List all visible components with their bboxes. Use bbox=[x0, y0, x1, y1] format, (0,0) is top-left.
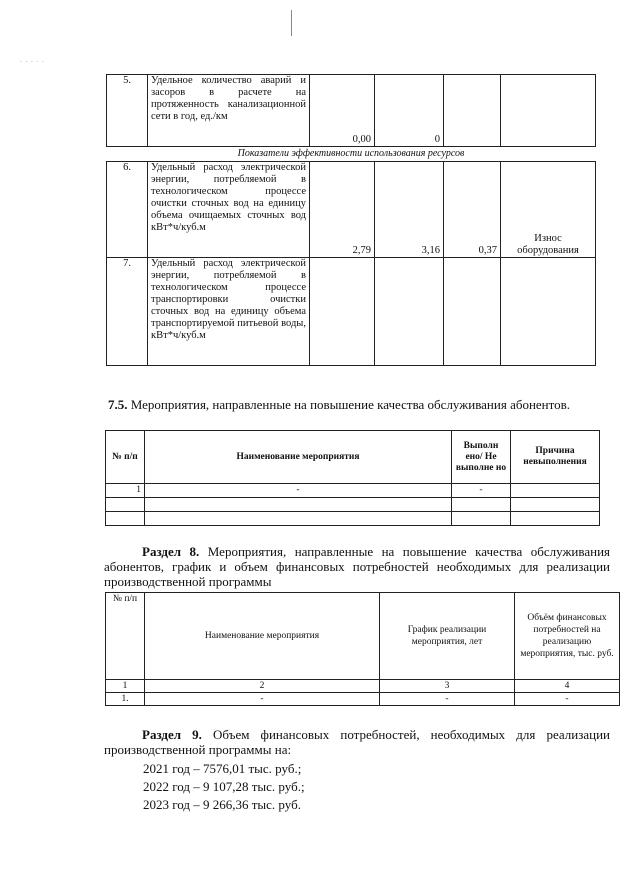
column-header: Причина невыполнения bbox=[511, 431, 600, 484]
table-cell: - bbox=[145, 484, 452, 498]
year-amount: 2021 год – 7576,01 тыс. руб.; bbox=[143, 761, 302, 776]
column-number: 2 bbox=[145, 680, 380, 693]
column-header: № п/п bbox=[106, 593, 145, 680]
table-cell bbox=[511, 498, 600, 512]
table-cell bbox=[511, 484, 600, 498]
section-text: Мероприятия, направленные на повышение качества обслуживания абонентов. bbox=[130, 397, 571, 412]
table-row bbox=[106, 512, 600, 526]
value-cell bbox=[444, 75, 501, 147]
value-cell bbox=[310, 258, 375, 366]
remark-cell: Износ оборудования bbox=[501, 162, 596, 258]
table-cell bbox=[511, 512, 600, 526]
table-cell: 1. bbox=[106, 693, 145, 706]
table-cell bbox=[452, 512, 511, 526]
table-cell: - bbox=[380, 693, 515, 706]
section-9-heading bbox=[104, 727, 610, 757]
indicator-name: Удельный расход электрической энергии, потребляемой в технологическом процессе транспортировки очистки сточных вод на единицу объема транспортируемой питьевой воды, кВт*ч/куб.м bbox=[148, 258, 310, 366]
section-text: Объем финансовых потребностей, необходимых для реализации производственной программы на: bbox=[104, 727, 611, 757]
section-label: Раздел 9. bbox=[142, 727, 202, 742]
column-number: 4 bbox=[515, 680, 620, 693]
value-cell bbox=[444, 258, 501, 366]
table-row bbox=[107, 75, 596, 147]
indicator-name: Удельный расход электрической энергии, потребляемой в технологическом процессе очистки сточных вод на единицу объема очищаемых сточных вод кВт*ч/куб.м bbox=[148, 162, 310, 258]
indicators-table bbox=[106, 74, 596, 366]
table-header-row bbox=[106, 431, 600, 484]
section-label: Раздел 8. bbox=[142, 544, 200, 559]
value-cell: 0,37 bbox=[444, 162, 501, 258]
section-text: Мероприятия, направленные на повышение качества обслуживания абонентов, график и объем финансовых потребностей необходимых для реализации производственной программы bbox=[104, 544, 611, 589]
table-cell: 1 bbox=[106, 484, 145, 498]
table-cell bbox=[452, 498, 511, 512]
column-header: Наименование мероприятия bbox=[145, 593, 380, 680]
table-row bbox=[107, 258, 596, 366]
table-row bbox=[106, 498, 600, 512]
value-cell bbox=[375, 258, 444, 366]
remark-cell bbox=[501, 75, 596, 147]
value-cell: 2,79 bbox=[310, 162, 375, 258]
value-cell: 3,16 bbox=[375, 162, 444, 258]
table-cell: - bbox=[452, 484, 511, 498]
indicator-name: Удельное количество аварий и засоров в расчете на протяженность канализационной сети в год, ед./км bbox=[148, 75, 310, 147]
table-row bbox=[106, 693, 620, 706]
value-cell: 0,00 bbox=[310, 75, 375, 147]
financial-needs-table bbox=[105, 592, 620, 706]
section-7-5-heading bbox=[108, 397, 596, 412]
column-header: График реализации мероприятия, лет bbox=[380, 593, 515, 680]
column-number: 3 bbox=[380, 680, 515, 693]
year-amount: 2022 год – 9 107,28 тыс. руб.; bbox=[143, 779, 305, 794]
page-fold-mark bbox=[291, 10, 292, 36]
row-number: 5. bbox=[107, 75, 148, 147]
year-amount: 2023 год – 9 266,36 тыс. руб. bbox=[143, 797, 301, 812]
table-cell bbox=[145, 498, 452, 512]
section-header: Показатели эффективности использования ресурсов bbox=[107, 147, 596, 162]
section-number: 7.5. bbox=[108, 397, 128, 412]
value-cell: 0 bbox=[375, 75, 444, 147]
section-header-row bbox=[107, 147, 596, 162]
table-row bbox=[106, 484, 600, 498]
measures-status-table bbox=[105, 430, 600, 526]
section-8-heading bbox=[104, 544, 610, 589]
table-cell bbox=[106, 512, 145, 526]
column-number: 1 bbox=[106, 680, 145, 693]
column-header: № п/п bbox=[106, 431, 145, 484]
column-number-row bbox=[106, 680, 620, 693]
table-cell bbox=[106, 498, 145, 512]
table-cell: - bbox=[145, 693, 380, 706]
column-header: Наименование мероприятия bbox=[145, 431, 452, 484]
table-cell bbox=[145, 512, 452, 526]
table-header-row bbox=[106, 593, 620, 680]
scan-artifact: . . . . . bbox=[20, 56, 45, 64]
column-header: Объём финансовых потребностей на реализацию мероприятия, тыс. руб. bbox=[515, 593, 620, 680]
row-number: 7. bbox=[107, 258, 148, 366]
row-number: 6. bbox=[107, 162, 148, 258]
table-row bbox=[107, 162, 596, 258]
table-cell: - bbox=[515, 693, 620, 706]
remark-cell bbox=[501, 258, 596, 366]
column-header: Выполн ено/ Не выполне но bbox=[452, 431, 511, 484]
